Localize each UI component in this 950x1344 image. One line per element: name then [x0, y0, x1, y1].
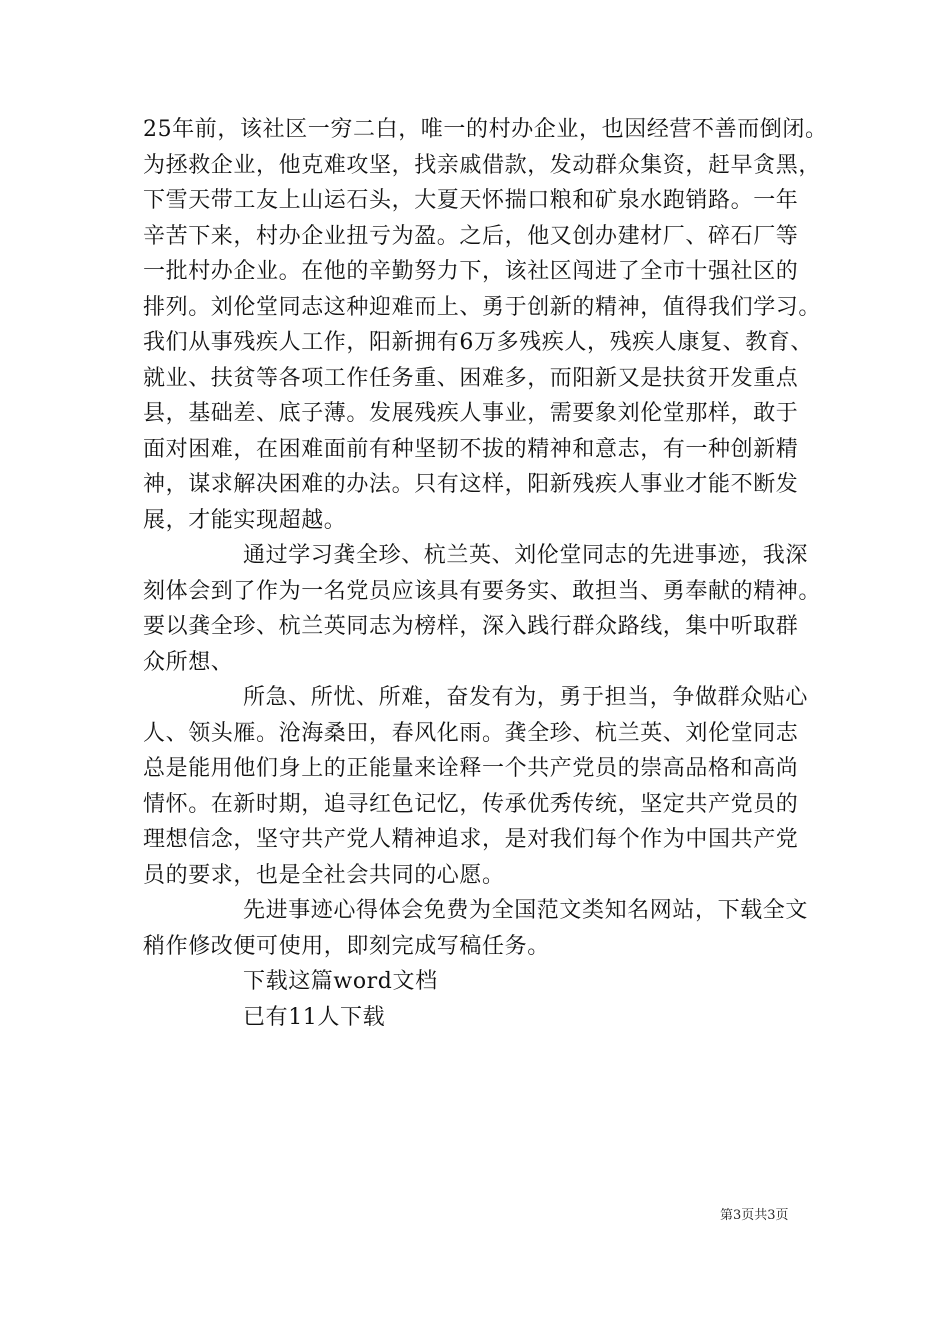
text-line: 我们从事残疾人工作，阳新拥有6万多残疾人，残疾人康复、教育、 [143, 330, 813, 355]
page-number: 第3页共3页 [720, 1208, 789, 1223]
text-line: 刻体会到了作为一名党员应该具有要务实、敢担当、勇奉献的精神。 [143, 578, 822, 604]
text-line: 排列。刘伦堂同志这种迎难而上、勇于创新的精神，值得我们学习。 [143, 294, 822, 320]
text-line: 要以龚全珍、杭兰英同志为榜样，深入践行群众路线，集中听取群 [143, 614, 799, 639]
text-line: 人、领头雁。沧海桑田，春风化雨。龚全珍、杭兰英、刘伦堂同志 [143, 720, 799, 746]
text-line: 一批村办企业。在他的辛勤努力下，该社区闯进了全市十强社区的 [143, 259, 799, 284]
text-line: 25年前，该社区一穷二白，唯一的村办企业，也因经营不善而倒闭。 [143, 117, 828, 142]
body-text [143, 112, 828, 1035]
text-line: 理想信念，坚守共产党人精神追求，是对我们每个作为中国共产党 [143, 827, 799, 852]
text-line: 县，基础差、底子薄。发展残疾人事业，需要象刘伦堂那样，敢于 [143, 401, 799, 426]
download-count: 已有11人下载 [243, 1004, 386, 1030]
text-line: 情怀。在新时期，追寻红色记忆，传承优秀传统，坚定共产党员的 [143, 791, 799, 817]
text-line: 辛苦下来，村办企业扭亏为盈。之后，他又创办建材厂、碎石厂等 [143, 223, 799, 249]
download-link[interactable]: 下载这篇word文档 [243, 969, 438, 994]
text-line: 众所想、 [143, 649, 234, 675]
text-line: 稍作修改便可使用，即刻完成写稿任务。 [143, 933, 550, 959]
text-line: 总是能用他们身上的正能量来诠释一个共产党员的崇高品格和高尚 [143, 756, 799, 781]
text-line: 通过学习龚全珍、杭兰英、刘伦堂同志的先进事迹，我深 [243, 543, 809, 568]
text-line: 先进事迹心得体会免费为全国范文类知名网站，下载全文 [243, 898, 809, 923]
text-line: 神，谋求解决困难的办法。只有这样，阳新残疾人事业才能不断发 [143, 472, 799, 497]
text-line: 就业、扶贫等各项工作任务重、困难多，而阳新又是扶贫开发重点 [143, 365, 799, 391]
text-line: 所急、所忧、所难，奋发有为，勇于担当，争做群众贴心 [243, 685, 809, 710]
text-line: 员的要求，也是全社会共同的心愿。 [143, 862, 505, 888]
text-line: 展，才能实现超越。 [143, 507, 347, 533]
text-line: 下雪天带工友上山运石头，大夏天怀揣口粮和矿泉水跑销路。一年 [143, 188, 799, 213]
text-line: 面对困难，在困难面前有种坚韧不拔的精神和意志，有一种创新精 [143, 436, 799, 462]
text-line: 为拯救企业，他克难攻坚，找亲戚借款，发动群众集资，赶早贪黑， [143, 152, 822, 178]
